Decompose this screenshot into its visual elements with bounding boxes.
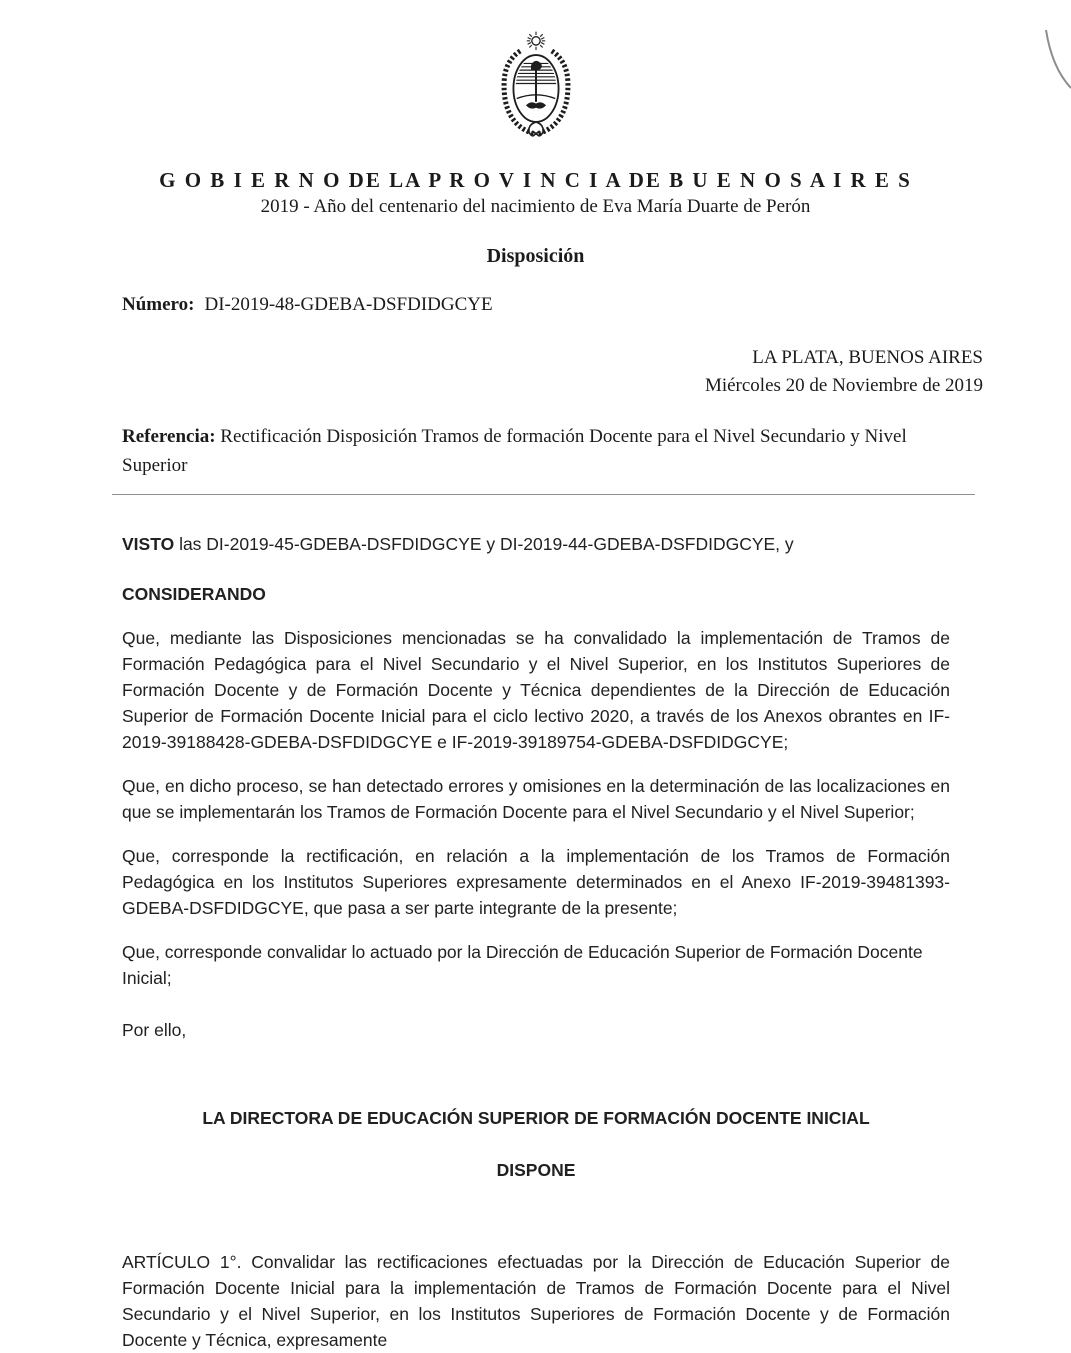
year-motto: 2019 - Año del centenario del nacimiento de Eva María Duarte de Perón [260,196,811,217]
considerando-paragraph: Que, en dicho proceso, se han detectado errores y omisiones en la determinación de las localizaciones en que se implementarán los Tramos de Formación Docente para el Nivel Secundario y el Nivel Superior; [122,776,950,823]
reference-label: Referencia: [122,426,216,448]
considerando-paragraph: Que, corresponde la rectificación, en relación a la implementación de los Tramos de Formación Pedagógica en los Institutos Superiores expresamente determinados en el Anexo IF-2019-39481393-GDEBA-DSFDIDGCYE, que pasa a ser parte integrante de la presente; [122,846,950,919]
place-date-block [122,344,983,399]
considerando-heading: CONSIDERANDO [122,584,266,605]
document-type-title: Disposición [486,245,585,267]
document-number-line [122,294,950,316]
number-value: DI-2019-48-GDEBA-DSFDIDGCYE [204,294,493,315]
place-line: LA PLATA, BUENOS AIRES [752,347,983,368]
document-body [122,294,983,1353]
separator-rule [112,494,975,495]
por-ello-line: Por ello, [122,1020,187,1041]
reference-block [122,423,950,480]
considerando-paragraph: Que, corresponde convalidar lo actuado por la Dirección de Educación Superior de Formación Docente Inicial; [122,942,923,989]
document-header [0,168,1071,268]
considerando-paragraph: Que, mediante las Disposiciones mencionadas se ha convalidado la implementación de Tramos de Formación Pedagógica para el Nivel Secundario y el Nivel Superior, en los Institutos Superiores de Formación Docente y de Formación Docente y Técnica dependientes de la Dirección de Educación Superior de Formación Docente Inicial para el ciclo lectivo 2020, a través de los Anexos obrantes en IF-2019-39188428-GDEBA-DSFDIDGCYE e IF-2019-39189754-GDEBA-DSFDIDGCYE; [122,628,950,753]
document-page [0,30,1071,1351]
government-title: G O B I E R N O DE LA P R O V I N C I A DE B U E N O S A I R E S [159,168,912,192]
dispone-heading: DISPONE [496,1160,576,1181]
articulo-1-paragraph: ARTÍCULO 1°. Convalidar las rectificaciones efectuadas por la Dirección de Educación Superior de Formación Docente Inicial para la implementación de Tramos de Formación Docente para el Nivel Secundario y el Nivel Superior, en los Institutos Superiores de Formación Docente y de Formación Docente y Técnica, expresamente [122,1252,950,1351]
coat-of-arms [494,30,578,142]
authority-heading: LA DIRECTORA DE EDUCACIÓN SUPERIOR DE FORMACIÓN DOCENTE INICIAL [202,1108,870,1129]
reference-text: Rectificación Disposición Tramos de formación Docente para el Nivel Secundario y Nivel Superior [122,426,907,476]
number-label: Número: [122,294,195,315]
visto-label: VISTO [122,534,175,555]
corner-arc-artifact [1029,30,1071,92]
coat-of-arms-container [0,30,1071,142]
visto-line [122,531,950,557]
visto-text: las DI-2019-45-GDEBA-DSFDIDGCYE y DI-2019-44-GDEBA-DSFDIDGCYE, y [174,534,794,555]
date-line: Miércoles 20 de Noviembre de 2019 [704,374,983,396]
